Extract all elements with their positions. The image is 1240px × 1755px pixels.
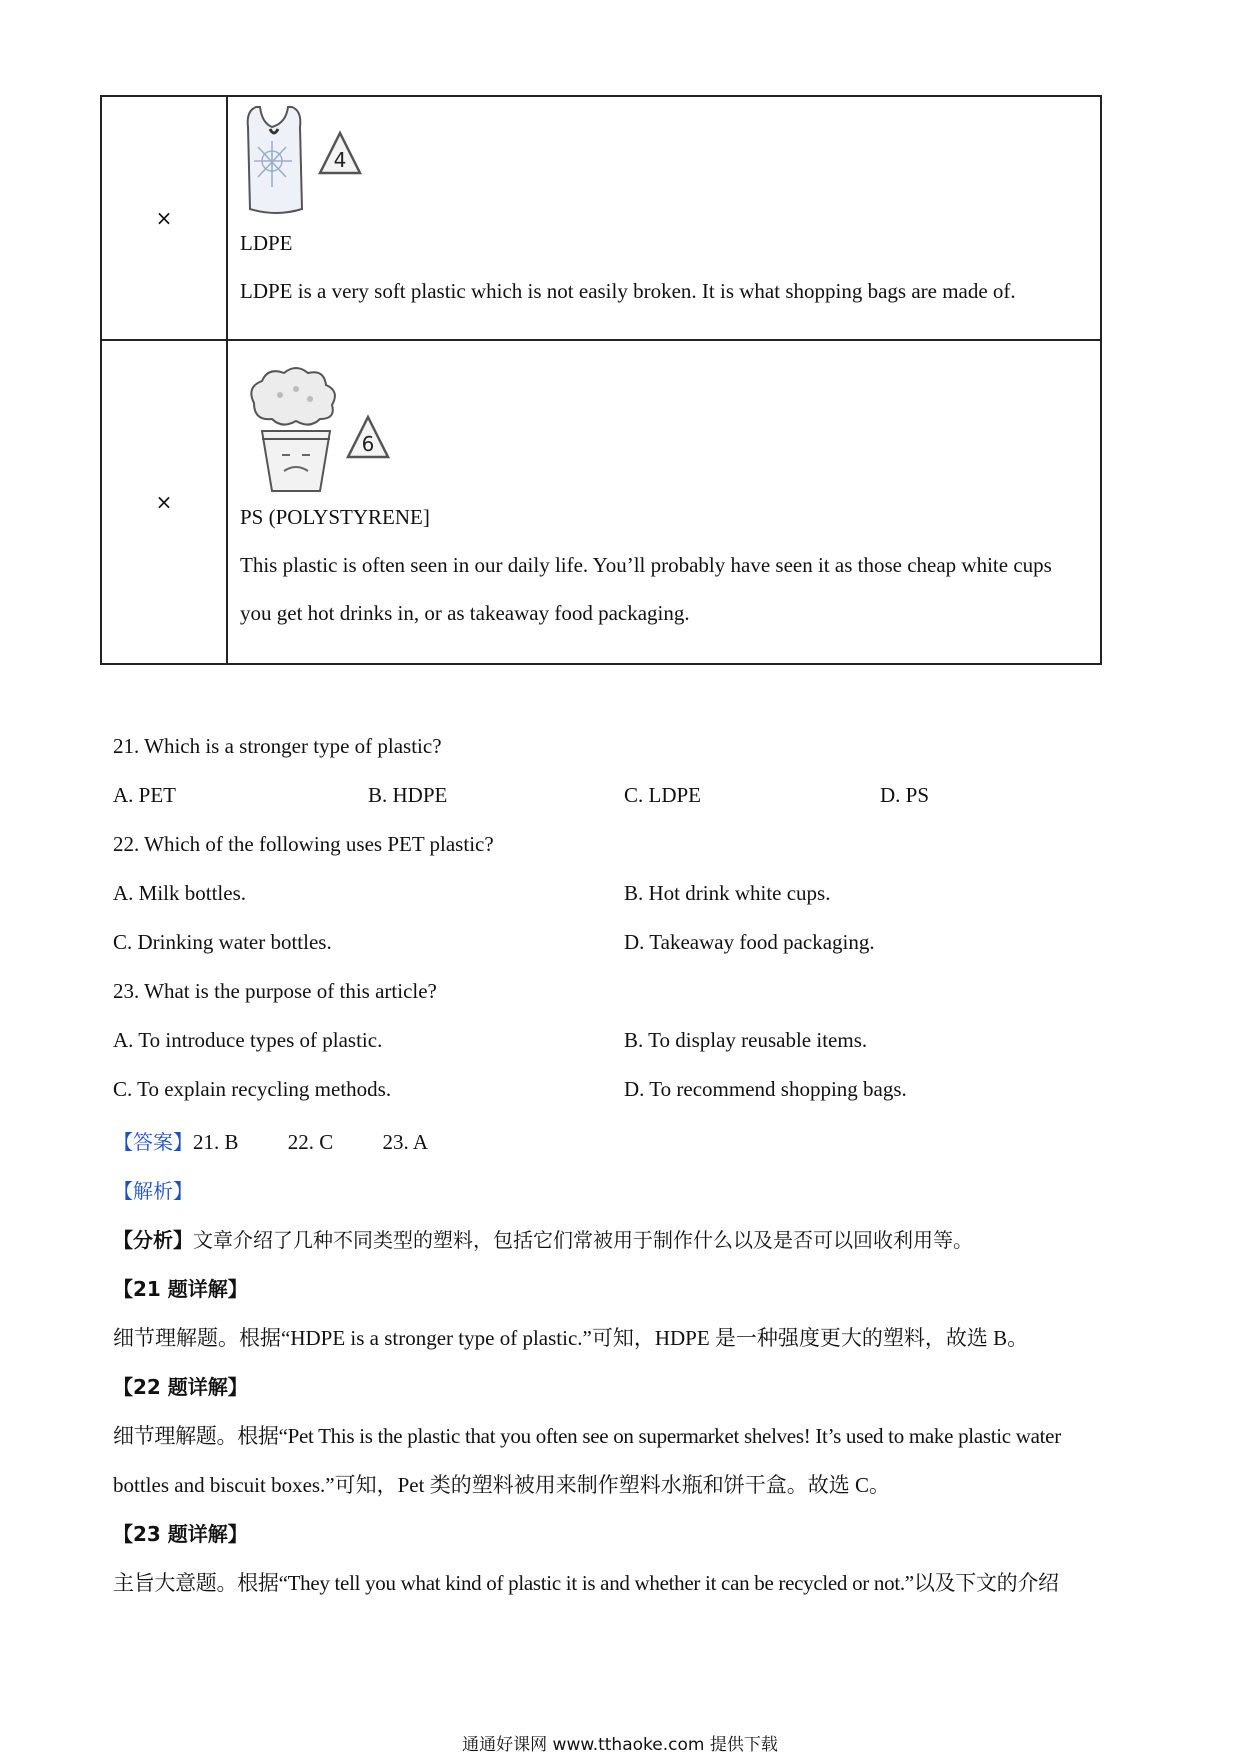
plastic-name: PS (POLYSTYRENE] (240, 505, 430, 529)
plastics-table (100, 95, 1102, 665)
plastic-name: LDPE (240, 231, 293, 255)
question-option: D. Takeaway food packaging. (624, 930, 875, 954)
detail-heading: 【22 题详解】 (113, 1375, 248, 1399)
question-option: A. Milk bottles. (113, 881, 247, 905)
question-option: B. HDPE (368, 783, 448, 807)
summary-label: 【分析】 (113, 1228, 193, 1252)
answer-line (113, 1126, 428, 1155)
detail-text: bottles and biscuit boxes.”可知，Pet 类的塑料被用来制作塑料水瓶和饼干盒。故选 C。 (113, 1473, 890, 1497)
mark-cell (101, 96, 227, 340)
plastic-bag-icon (240, 97, 380, 221)
answer-item: 21. B (193, 1130, 239, 1154)
content-cell (227, 96, 1101, 340)
content-cell (227, 340, 1101, 664)
detail-heading: 【23 题详解】 (113, 1522, 248, 1546)
summary-text: 文章介绍了几种不同类型的塑料，包括它们常被用于制作什么以及是否可以回收利用等。 (193, 1228, 973, 1252)
table-row (101, 340, 1101, 664)
mark-cell (101, 340, 227, 664)
detail-text: 主旨大意题。根据“They tell you what kind of plastic it is and whether it can be recycled or not.”以及下文的介绍 (113, 1571, 1059, 1595)
question-option: B. To display reusable items. (624, 1028, 868, 1052)
question-stem: 23. What is the purpose of this article? (113, 979, 437, 1003)
question-option: B. Hot drink white cups. (624, 881, 831, 905)
question-stem: 22. Which of the following uses PET plastic? (113, 832, 494, 856)
detail-text: 细节理解题。根据“Pet This is the plastic that you often see on supermarket shelves! It’s used to make plastic water (113, 1424, 1061, 1448)
foam-cup-icon (240, 359, 400, 499)
plastic-description: LDPE is a very soft plastic which is not easily broken. It is what shopping bags are made of. (240, 279, 1016, 303)
question-stem: 21. Which is a stronger type of plastic? (113, 734, 442, 758)
analysis-summary (113, 1224, 973, 1253)
cross-mark: × (155, 206, 173, 230)
question-option: D. To recommend shopping bags. (624, 1077, 907, 1101)
detail-text: 细节理解题。根据“HDPE is a stronger type of plastic.”可知，HDPE 是一种强度更大的塑料，故选 B。 (113, 1326, 1029, 1350)
detail-heading: 【21 题详解】 (113, 1277, 248, 1301)
recycle-number: 4 (333, 148, 347, 172)
analysis-label: 【解析】 (113, 1179, 193, 1203)
answer-item: 23. A (382, 1130, 429, 1154)
footer-text: 通通好课网 www.tthaoke.com 提供下载 (462, 1735, 778, 1755)
question-option: A. To introduce types of plastic. (113, 1028, 383, 1052)
question-option: C. To explain recycling methods. (113, 1077, 392, 1101)
answer-label: 【答案】 (113, 1130, 193, 1154)
question-option: A. PET (113, 783, 176, 807)
table-row (101, 96, 1101, 340)
recycle-number: 6 (361, 432, 375, 456)
question-option: D. PS (880, 783, 930, 807)
question-option: C. LDPE (624, 783, 702, 807)
plastic-description: This plastic is often seen in our daily life. You’ll probably have seen it as those cheap white cups (240, 553, 1052, 577)
answer-item: 22. C (287, 1130, 334, 1154)
question-option: C. Drinking water bottles. (113, 930, 332, 954)
cross-mark: × (155, 490, 173, 514)
plastic-description: you get hot drinks in, or as takeaway food packaging. (240, 601, 690, 625)
